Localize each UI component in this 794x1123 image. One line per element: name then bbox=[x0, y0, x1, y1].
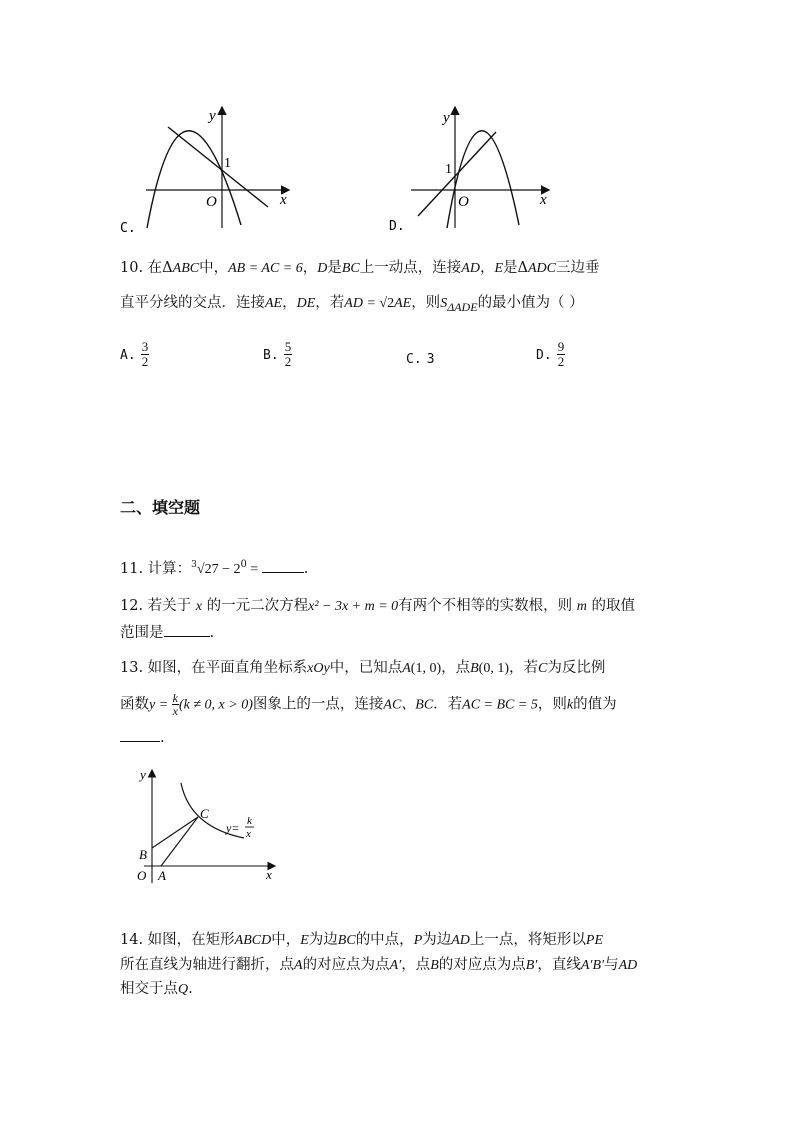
point-b-label: B bbox=[139, 847, 147, 862]
q14-line3: 相交于点Q. bbox=[120, 981, 193, 997]
y-label: y bbox=[140, 767, 146, 782]
q14-line1: 14. 如图，在矩形ABCD中，E为边BC的中点，P为边AD上一点，将矩形以PE bbox=[120, 932, 604, 948]
q11: 11. 计算：$^3√27 - 2^0$ = . bbox=[120, 559, 309, 577]
q10-line1: 10. 在ΔABC中，AB = AC = 6，D是BC上一动点，连接AD，E是ΔADC三边垂 bbox=[120, 260, 600, 276]
line bbox=[418, 132, 496, 216]
q10-line2: 直平分线的交点．连接AE，DE，若AD = √2AE，则$S_{\Delta ADE}$的最小值为（ ） bbox=[120, 295, 584, 314]
segment-bc bbox=[152, 817, 198, 848]
q14-line2: 所在直线为轴进行翻折，点A的对应点为点A′，点B的对应点为点B′，直线A′B′与AD bbox=[120, 957, 638, 973]
intercept-label: 1 bbox=[445, 162, 452, 177]
line bbox=[168, 127, 268, 207]
answer-blank[interactable] bbox=[120, 727, 160, 742]
q13-line2: 函数y = $\frac{k}{x}$ (k ≠ 0, x > 0)图象上的一点，连接AC、BC．若AC = BC = 5，则k的值为 bbox=[120, 691, 617, 718]
section-title: 二、填空题 bbox=[120, 498, 201, 517]
q12-line1: 12. 若关于 x 的一元二次方程x² − 3x + m = 0有两个不相等的实数根，则 m 的取值 bbox=[120, 598, 636, 614]
q10-option-d[interactable]: D. $\frac{9}{2}$ bbox=[536, 339, 565, 369]
origin-label: O bbox=[206, 194, 217, 210]
graph-d bbox=[385, 100, 585, 240]
fraction: $\frac{5}{2}$ bbox=[284, 339, 292, 369]
origin-label: O bbox=[458, 194, 469, 210]
fraction: $\frac{3}{2}$ bbox=[141, 339, 149, 369]
option-label: C. bbox=[120, 221, 136, 236]
q13-line1: 13. 如图，在平面直角坐标系xOy中，已知点A(1, 0)，点B(0, 1)，若C为反比例 bbox=[120, 660, 606, 676]
function-x: x bbox=[246, 828, 251, 840]
q10-option-a[interactable]: A. $\frac{3}{2}$ bbox=[120, 339, 149, 369]
q10-option-b[interactable]: B. $\frac{5}{2}$ bbox=[263, 339, 292, 369]
y-label: y bbox=[209, 108, 216, 124]
point-c-label: C bbox=[200, 806, 209, 821]
answer-blank[interactable] bbox=[262, 558, 304, 573]
x-label: x bbox=[540, 192, 547, 208]
q10-option-c[interactable]: C. 3 bbox=[406, 352, 435, 367]
x-label: x bbox=[280, 192, 287, 208]
fraction: $\frac{k}{x}$ bbox=[172, 691, 178, 718]
q12-line2: 范围是 . bbox=[120, 622, 214, 643]
point-a-label: A bbox=[158, 868, 166, 883]
function-label: y= bbox=[226, 821, 240, 835]
answer-blank[interactable] bbox=[164, 622, 210, 637]
origin-label: O bbox=[137, 868, 147, 883]
segment-ac bbox=[161, 817, 198, 866]
fraction: $\frac{9}{2}$ bbox=[557, 339, 565, 369]
y-label: y bbox=[443, 110, 450, 126]
parabola bbox=[147, 131, 241, 228]
figure-13 bbox=[128, 765, 288, 890]
graph-c bbox=[120, 100, 320, 240]
q13-line3: . bbox=[120, 727, 165, 748]
function-k: k bbox=[247, 815, 252, 827]
option-label: D. bbox=[389, 219, 405, 234]
x-label: x bbox=[266, 867, 272, 882]
intercept-label: 1 bbox=[224, 156, 231, 171]
